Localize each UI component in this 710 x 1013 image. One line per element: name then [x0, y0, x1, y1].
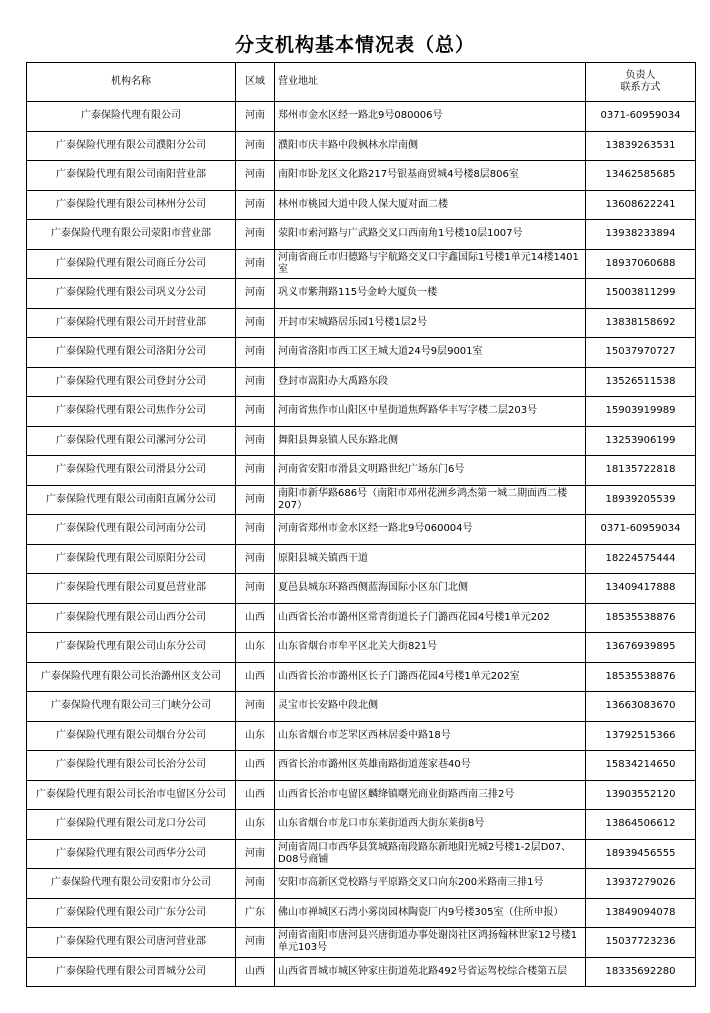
cell-name: 广泰保险代理有限公司长治市屯留区分公司	[27, 780, 236, 810]
cell-tel: 18224575444	[586, 544, 696, 574]
cell-address: 河南省郑州市金水区经一路北9号060004号	[275, 515, 586, 545]
cell-address: 西省长治市潞州区英雄南路街道莲家巷40号	[275, 751, 586, 781]
cell-address: 南阳市新华路686号（南阳市邓州花洲乡鸿杰第一城二期面西二楼207）	[275, 485, 586, 515]
cell-area: 河南	[236, 102, 275, 132]
cell-area: 广东	[236, 898, 275, 928]
table-row	[27, 161, 696, 191]
cell-tel: 13938233894	[586, 220, 696, 250]
table-row	[27, 456, 696, 486]
table-row	[27, 220, 696, 250]
cell-area: 河南	[236, 426, 275, 456]
table-row	[27, 662, 696, 692]
cell-name: 广泰保险代理有限公司滑县分公司	[27, 456, 236, 486]
cell-address: 灵宝市长安路中段北侧	[275, 692, 586, 722]
cell-area: 河南	[236, 131, 275, 161]
cell-name: 广泰保险代理有限公司西华分公司	[27, 839, 236, 869]
cell-tel: 13608622241	[586, 190, 696, 220]
cell-address: 开封市宋城路居乐园1号楼1层2号	[275, 308, 586, 338]
table-row	[27, 190, 696, 220]
table-row	[27, 928, 696, 958]
table-row	[27, 426, 696, 456]
cell-address: 河南省焦作市山阳区中星街道焦辉路华丰写字楼二层203号	[275, 397, 586, 427]
cell-name: 广泰保险代理有限公司晋城分公司	[27, 957, 236, 987]
cell-tel: 15903919989	[586, 397, 696, 427]
cell-area: 河南	[236, 397, 275, 427]
cell-tel: 15003811299	[586, 279, 696, 309]
cell-area: 河南	[236, 544, 275, 574]
cell-address: 山东省烟台市牟平区北关大街821号	[275, 633, 586, 663]
table-row	[27, 102, 696, 132]
table-row	[27, 515, 696, 545]
cell-area: 河南	[236, 692, 275, 722]
table-row	[27, 574, 696, 604]
cell-name: 广泰保险代理有限公司安阳市分公司	[27, 869, 236, 899]
cell-tel: 15037970727	[586, 338, 696, 368]
cell-name: 广泰保险代理有限公司南阳直属分公司	[27, 485, 236, 515]
cell-address: 河南省安阳市滑县文明路世纪广场东门6号	[275, 456, 586, 486]
cell-name: 广泰保险代理有限公司	[27, 102, 236, 132]
cell-area: 河南	[236, 367, 275, 397]
cell-tel: 0371-60959034	[586, 102, 696, 132]
cell-area: 河南	[236, 279, 275, 309]
cell-name: 广泰保险代理有限公司原阳分公司	[27, 544, 236, 574]
header-contact-line1: 负责人	[625, 70, 656, 81]
cell-name: 广泰保险代理有限公司开封营业部	[27, 308, 236, 338]
cell-area: 河南	[236, 338, 275, 368]
table-row	[27, 485, 696, 515]
cell-tel: 18535538876	[586, 603, 696, 633]
cell-area: 山西	[236, 780, 275, 810]
table-row	[27, 957, 696, 987]
header-contact	[586, 63, 696, 102]
cell-area: 河南	[236, 220, 275, 250]
cell-name: 广泰保险代理有限公司濮阳分公司	[27, 131, 236, 161]
cell-name: 广泰保险代理有限公司焦作分公司	[27, 397, 236, 427]
cell-address: 夏邑县城东环路西侧蓝海国际小区东门北侧	[275, 574, 586, 604]
cell-tel: 15834214650	[586, 751, 696, 781]
cell-address: 河南省洛阳市西工区王城大道24号9层9001室	[275, 338, 586, 368]
cell-tel: 18939205539	[586, 485, 696, 515]
cell-address: 山西省晋城市城区钟家庄街道苑北路492号省运驾校综合楼第五层	[275, 957, 586, 987]
table-row	[27, 810, 696, 840]
cell-tel: 18939456555	[586, 839, 696, 869]
cell-name: 广泰保险代理有限公司龙口分公司	[27, 810, 236, 840]
cell-address: 山东省烟台市龙口市东莱街道西大街东莱街8号	[275, 810, 586, 840]
table-row	[27, 898, 696, 928]
cell-tel: 13937279026	[586, 869, 696, 899]
cell-tel: 13253906199	[586, 426, 696, 456]
cell-tel: 13849094078	[586, 898, 696, 928]
cell-address: 林州市桃园大道中段人保大厦对面二楼	[275, 190, 586, 220]
table-row	[27, 544, 696, 574]
cell-address: 荥阳市索河路与广武路交叉口西南角1号楼10层1007号	[275, 220, 586, 250]
table-row	[27, 249, 696, 279]
cell-address: 河南省周口市西华县箕城路南段路东新地阳光城2号楼1-2层D07、D08号商铺	[275, 839, 586, 869]
cell-area: 山西	[236, 603, 275, 633]
cell-address: 巩义市紫荆路115号金岭大厦负一楼	[275, 279, 586, 309]
cell-tel: 18335692280	[586, 957, 696, 987]
cell-area: 山东	[236, 810, 275, 840]
table-row	[27, 131, 696, 161]
cell-area: 河南	[236, 456, 275, 486]
table-row	[27, 780, 696, 810]
cell-tel: 13663083670	[586, 692, 696, 722]
table-row	[27, 397, 696, 427]
cell-area: 河南	[236, 249, 275, 279]
cell-name: 广泰保险代理有限公司长治分公司	[27, 751, 236, 781]
cell-area: 山西	[236, 751, 275, 781]
header-area: 区域	[236, 63, 275, 102]
cell-area: 河南	[236, 485, 275, 515]
cell-address: 登封市嵩阳办大禹路东段	[275, 367, 586, 397]
cell-name: 广泰保险代理有限公司洛阳分公司	[27, 338, 236, 368]
cell-address: 山西省长治市潞州区常青街道长子门潞西花园4号楼1单元202	[275, 603, 586, 633]
cell-name: 广泰保险代理有限公司烟台分公司	[27, 721, 236, 751]
cell-name: 广泰保险代理有限公司林州分公司	[27, 190, 236, 220]
cell-tel: 18937060688	[586, 249, 696, 279]
table-row	[27, 367, 696, 397]
cell-tel: 13792515366	[586, 721, 696, 751]
cell-name: 广泰保险代理有限公司广东分公司	[27, 898, 236, 928]
cell-area: 河南	[236, 928, 275, 958]
cell-name: 广泰保险代理有限公司夏邑营业部	[27, 574, 236, 604]
cell-address: 佛山市禅城区石湾小雾岗园林陶瓷厂内9号楼305室（住所申报）	[275, 898, 586, 928]
cell-address: 山东省烟台市芝罘区西林居委中路18号	[275, 721, 586, 751]
table-row	[27, 308, 696, 338]
cell-name: 广泰保险代理有限公司河南分公司	[27, 515, 236, 545]
cell-name: 广泰保险代理有限公司唐河营业部	[27, 928, 236, 958]
cell-name: 广泰保险代理有限公司长治潞州区支公司	[27, 662, 236, 692]
cell-area: 河南	[236, 515, 275, 545]
cell-name: 广泰保险代理有限公司商丘分公司	[27, 249, 236, 279]
cell-area: 河南	[236, 190, 275, 220]
cell-area: 河南	[236, 161, 275, 191]
cell-address: 南阳市卧龙区文化路217号银基商贸城4号楼8层806室	[275, 161, 586, 191]
cell-name: 广泰保险代理有限公司南阳营业部	[27, 161, 236, 191]
cell-area: 河南	[236, 574, 275, 604]
table-row	[27, 633, 696, 663]
cell-tel: 18535538876	[586, 662, 696, 692]
table-row	[27, 839, 696, 869]
cell-name: 广泰保险代理有限公司荥阳市营业部	[27, 220, 236, 250]
cell-name: 广泰保险代理有限公司巩义分公司	[27, 279, 236, 309]
cell-tel: 13526511538	[586, 367, 696, 397]
cell-tel: 18135722818	[586, 456, 696, 486]
table-row	[27, 692, 696, 722]
table-header-row	[27, 63, 696, 102]
cell-tel: 15037723236	[586, 928, 696, 958]
page-title: 分支机构基本情况表（总）	[234, 34, 475, 56]
header-contact-line2: 联系方式	[620, 82, 661, 93]
cell-tel: 0371-60959034	[586, 515, 696, 545]
cell-area: 山西	[236, 662, 275, 692]
cell-address: 山西省长治市屯留区麟绛镇曙光商业街路西南三排2号	[275, 780, 586, 810]
table-row	[27, 603, 696, 633]
cell-name: 广泰保险代理有限公司三门峡分公司	[27, 692, 236, 722]
cell-address: 郑州市金水区经一路北9号080006号	[275, 102, 586, 132]
cell-area: 河南	[236, 308, 275, 338]
cell-tel: 13903552120	[586, 780, 696, 810]
cell-area: 河南	[236, 839, 275, 869]
cell-area: 山东	[236, 721, 275, 751]
table-row	[27, 279, 696, 309]
cell-name: 广泰保险代理有限公司山西分公司	[27, 603, 236, 633]
cell-address: 河南省商丘市归德路与宇航路交叉口宇鑫国际1号楼1单元14楼1401室	[275, 249, 586, 279]
table-row	[27, 338, 696, 368]
cell-area: 山东	[236, 633, 275, 663]
table-row	[27, 751, 696, 781]
header-address: 营业地址	[275, 63, 586, 102]
cell-address: 濮阳市庆丰路中段枫林水岸南侧	[275, 131, 586, 161]
cell-name: 广泰保险代理有限公司漯河分公司	[27, 426, 236, 456]
cell-address: 山西省长治市潞州区长子门潞西花园4号楼1单元202室	[275, 662, 586, 692]
table-row	[27, 869, 696, 899]
header-name: 机构名称	[27, 63, 236, 102]
cell-tel: 13839263531	[586, 131, 696, 161]
cell-tel: 13864506612	[586, 810, 696, 840]
cell-address: 舞阳县舞泉镇人民东路北侧	[275, 426, 586, 456]
table-row	[27, 721, 696, 751]
cell-address: 安阳市高新区党校路与平原路交叉口向东200米路南三排1号	[275, 869, 586, 899]
cell-tel: 13838158692	[586, 308, 696, 338]
cell-area: 河南	[236, 869, 275, 899]
cell-area: 山西	[236, 957, 275, 987]
cell-address: 河南省南阳市唐河县兴唐街道办事处谢岗社区鸿扬翰林世家12号楼1单元103号	[275, 928, 586, 958]
cell-name: 广泰保险代理有限公司山东分公司	[27, 633, 236, 663]
cell-tel: 13409417888	[586, 574, 696, 604]
cell-tel: 13462585685	[586, 161, 696, 191]
cell-address: 原阳县城关镇西干道	[275, 544, 586, 574]
cell-tel: 13676939895	[586, 633, 696, 663]
cell-name: 广泰保险代理有限公司登封分公司	[27, 367, 236, 397]
branch-table	[26, 62, 696, 987]
